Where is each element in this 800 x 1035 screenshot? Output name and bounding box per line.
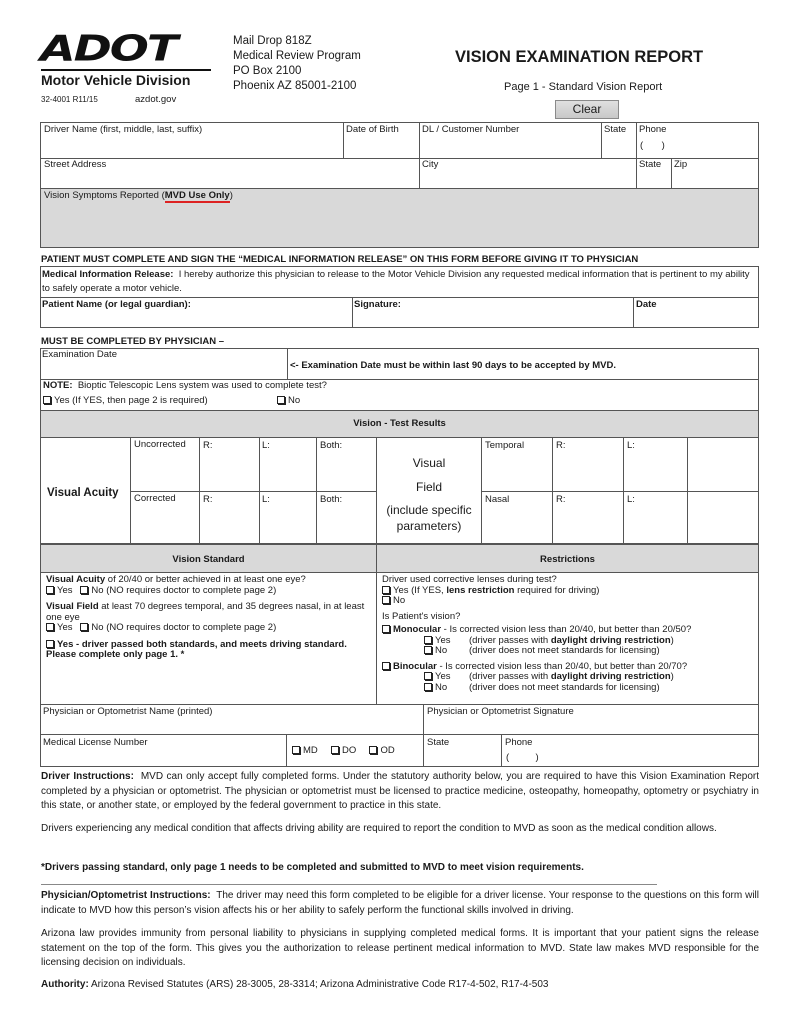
uncorrected-label: Uncorrected [134, 439, 186, 450]
address-state-label: State [639, 159, 662, 170]
note-label: NOTE: [43, 380, 73, 391]
dob-label: Date of Birth [346, 124, 399, 135]
address-line: Phoenix AZ 85001-2100 [233, 80, 357, 92]
license-number-label: Medical License Number [43, 737, 148, 748]
bioptic-no-option[interactable]: No [277, 395, 300, 406]
monocular-checkbox[interactable] [382, 625, 390, 633]
vision-standard-body: Visual Acuity of 20/40 or better achieved in at least one eye? Yes No (NO requires doctor to complete page 2) Visual Field at least 70 degrees temporal, and 35 degrees nasal, in at least one eye Yes No (NO requires doctor to complete page 2) Yes - driver passed both standards, and meets driving standard. Please complete only page 1. * [46, 574, 365, 660]
bioptic-yes-option[interactable]: Yes (If YES, then page 2 is required) [43, 395, 208, 406]
test-results-heading: Vision - Test Results [353, 418, 446, 429]
bioptic-note [43, 380, 327, 391]
visual-field-label: Visual Field (include specific parameters) [386, 456, 472, 533]
restrictions-heading: Restrictions [540, 554, 595, 565]
symptoms-suffix: ) [229, 190, 233, 201]
lenses-no-checkbox[interactable] [382, 596, 390, 604]
acuity-no-checkbox[interactable] [80, 586, 88, 594]
release-heading: PATIENT MUST COMPLETE AND SIGN THE “MEDICAL INFORMATION RELEASE” ON THIS FORM BEFORE GIVING IT TO PHYSICIAN [41, 254, 639, 265]
nasal-label: Nasal [485, 494, 510, 505]
physician-signature-label: Physician or Optometrist Signature [427, 706, 574, 717]
physician-heading: MUST BE COMPLETED BY PHYSICIAN – [41, 336, 224, 347]
temporal-label: Temporal [485, 440, 525, 451]
patient-name-label: Patient Name (or legal guardian): [42, 299, 191, 310]
binocular-no-checkbox[interactable] [424, 683, 432, 691]
city-label: City [422, 159, 439, 170]
dl-number-label: DL / Customer Number [422, 124, 520, 135]
symptoms-prefix: Vision Symptoms Reported ( [44, 190, 165, 201]
binocular-checkbox[interactable] [382, 662, 390, 670]
release-date-label: Date [636, 299, 657, 310]
physician-state-label: State [427, 737, 450, 748]
checkbox[interactable] [277, 396, 285, 404]
medical-condition-note: Drivers experiencing any medical condition that affects driving ability are required to report the condition to MVD as soon as the medical condition allows. [41, 823, 717, 834]
md-checkbox[interactable] [292, 746, 300, 754]
passed-standard-checkbox[interactable] [46, 640, 54, 648]
address-line: Medical Review Program [233, 50, 361, 62]
md-option[interactable]: MD [292, 745, 318, 756]
physician-instructions: Physician/Optometrist Instructions: The driver may need this form completed to be eligible for a driver license. Your response to the questions on this form will indicate to MVD how this person’s vision affects his or her ability to safely perform the functional skills involved in driving. [41, 890, 759, 916]
address-line: Mail Drop 818Z [233, 35, 312, 47]
release-label: Medical Information Release: [42, 269, 174, 280]
state-label: State [604, 124, 627, 135]
page-subtitle: Page 1 - Standard Vision Report [504, 81, 663, 93]
passing-standard-note: *Drivers passing standard, only page 1 needs to be completed and submitted to MVD to meet vision requirements. [41, 862, 584, 873]
authority-note: Authority: Arizona Revised Statutes (ARS) 28-3005, 28-3314; Arizona Administrative Code R17-4-502, R17-4-503 [41, 979, 549, 990]
degree-options [292, 745, 395, 756]
immunity-note: Arizona law provides immunity from personal liability to physicians in supplying completed medical forms. It is important that your patient signs the release statement on the top of the form. This gives you the authorization to release pertinent medical information to MVD. State law makes MVD responsible for the licensing decision on individuals. [41, 928, 759, 968]
acuity-yes-checkbox[interactable] [46, 586, 54, 594]
note-text: Bioptic Telescopic Lens system was used to complete test? [77, 380, 327, 391]
physician-phone-parens: ( ) [506, 752, 539, 763]
corrected-l[interactable]: L: [262, 494, 270, 505]
od-option[interactable]: OD [369, 745, 394, 756]
lenses-yes-checkbox[interactable] [382, 586, 390, 594]
address-line: PO Box 2100 [233, 65, 302, 77]
page-title: VISION EXAMINATION REPORT [455, 48, 704, 66]
corrected-both[interactable]: Both: [320, 494, 343, 505]
od-checkbox[interactable] [369, 746, 377, 754]
section-divider [41, 884, 657, 885]
clear-button[interactable]: Clear [555, 100, 619, 119]
visual-acuity-label: Visual Acuity [47, 487, 119, 499]
do-checkbox[interactable] [331, 746, 339, 754]
symptoms-label [44, 190, 233, 201]
adot-logo [40, 26, 215, 70]
driver-name-label: Driver Name (first, middle, last, suffix) [44, 124, 203, 135]
corrected-label: Corrected [134, 493, 176, 504]
zip-label: Zip [674, 159, 688, 170]
signature-label: Signature: [354, 299, 401, 310]
field-no-checkbox[interactable] [80, 623, 88, 631]
form-number: 32-4001 R11/15 [41, 95, 98, 104]
corrected-r[interactable]: R: [203, 494, 213, 505]
exam-date-note: <- Examination Date must be within last 90 days to be accepted by MVD. [290, 360, 616, 371]
driver-instructions: Driver Instructions: MVD can only accept fully completed forms. Under the statutory authority below, you are required to have this Vision Examination Report completed by a physician or optometrist. The physician or optometrist must be licensed to practice medicine, osteopathy, homeopathy, optometry or psychiatry in this state, or another state, or employed by the federal government to practice in this state. [41, 771, 759, 811]
release-body: I hereby authorize this physician to release to the Motor Vehicle Division any requested medical information that is pertinent to my ability to safely operate a motor vehicle. [42, 269, 750, 294]
division-name: Motor Vehicle Division [41, 72, 191, 88]
field-yes-checkbox[interactable] [46, 623, 54, 631]
physician-name-label: Physician or Optometrist Name (printed) [43, 706, 213, 717]
logo-divider [41, 69, 211, 71]
restrictions-body: Driver used corrective lenses during test? Yes (If YES, lens restriction required for driving) No Is Patient's vision? Monocular - Is corrected vision less than 20/40, but better than 20/50? Yes (driver passes with daylight driving restriction) No (driver does not meet standards for licensing) Binocular - Is corrected vision less than 20/40, but better than 20/70? Yes (driver passes with daylight driving restriction) No (driver does not meet standards for licensing) [382, 574, 692, 693]
website: azdot.gov [135, 94, 177, 105]
phone-label: Phone [639, 124, 667, 135]
nasal-l[interactable]: L: [627, 494, 635, 505]
temporal-l[interactable]: L: [627, 440, 635, 451]
mailing-address [233, 34, 361, 94]
mvd-use-only: MVD Use Only [164, 190, 230, 201]
vision-standard-heading: Vision Standard [172, 554, 245, 565]
uncorrected-both[interactable]: Both: [320, 440, 343, 451]
checkbox[interactable] [43, 396, 51, 404]
monocular-no-checkbox[interactable] [424, 646, 432, 654]
uncorrected-r[interactable]: R: [203, 440, 213, 451]
phone-parens: ( ) [640, 140, 665, 151]
temporal-r[interactable]: R: [556, 440, 566, 451]
adot-logo-text: ADOT [40, 26, 177, 69]
uncorrected-l[interactable]: L: [262, 440, 270, 451]
physician-phone-label: Phone [505, 737, 533, 748]
exam-date-label: Examination Date [42, 349, 117, 360]
nasal-r[interactable]: R: [556, 494, 566, 505]
release-text [42, 268, 757, 296]
monocular-yes-checkbox[interactable] [424, 636, 432, 644]
do-option[interactable]: DO [331, 745, 356, 756]
binocular-yes-checkbox[interactable] [424, 672, 432, 680]
street-address-label: Street Address [44, 159, 107, 170]
